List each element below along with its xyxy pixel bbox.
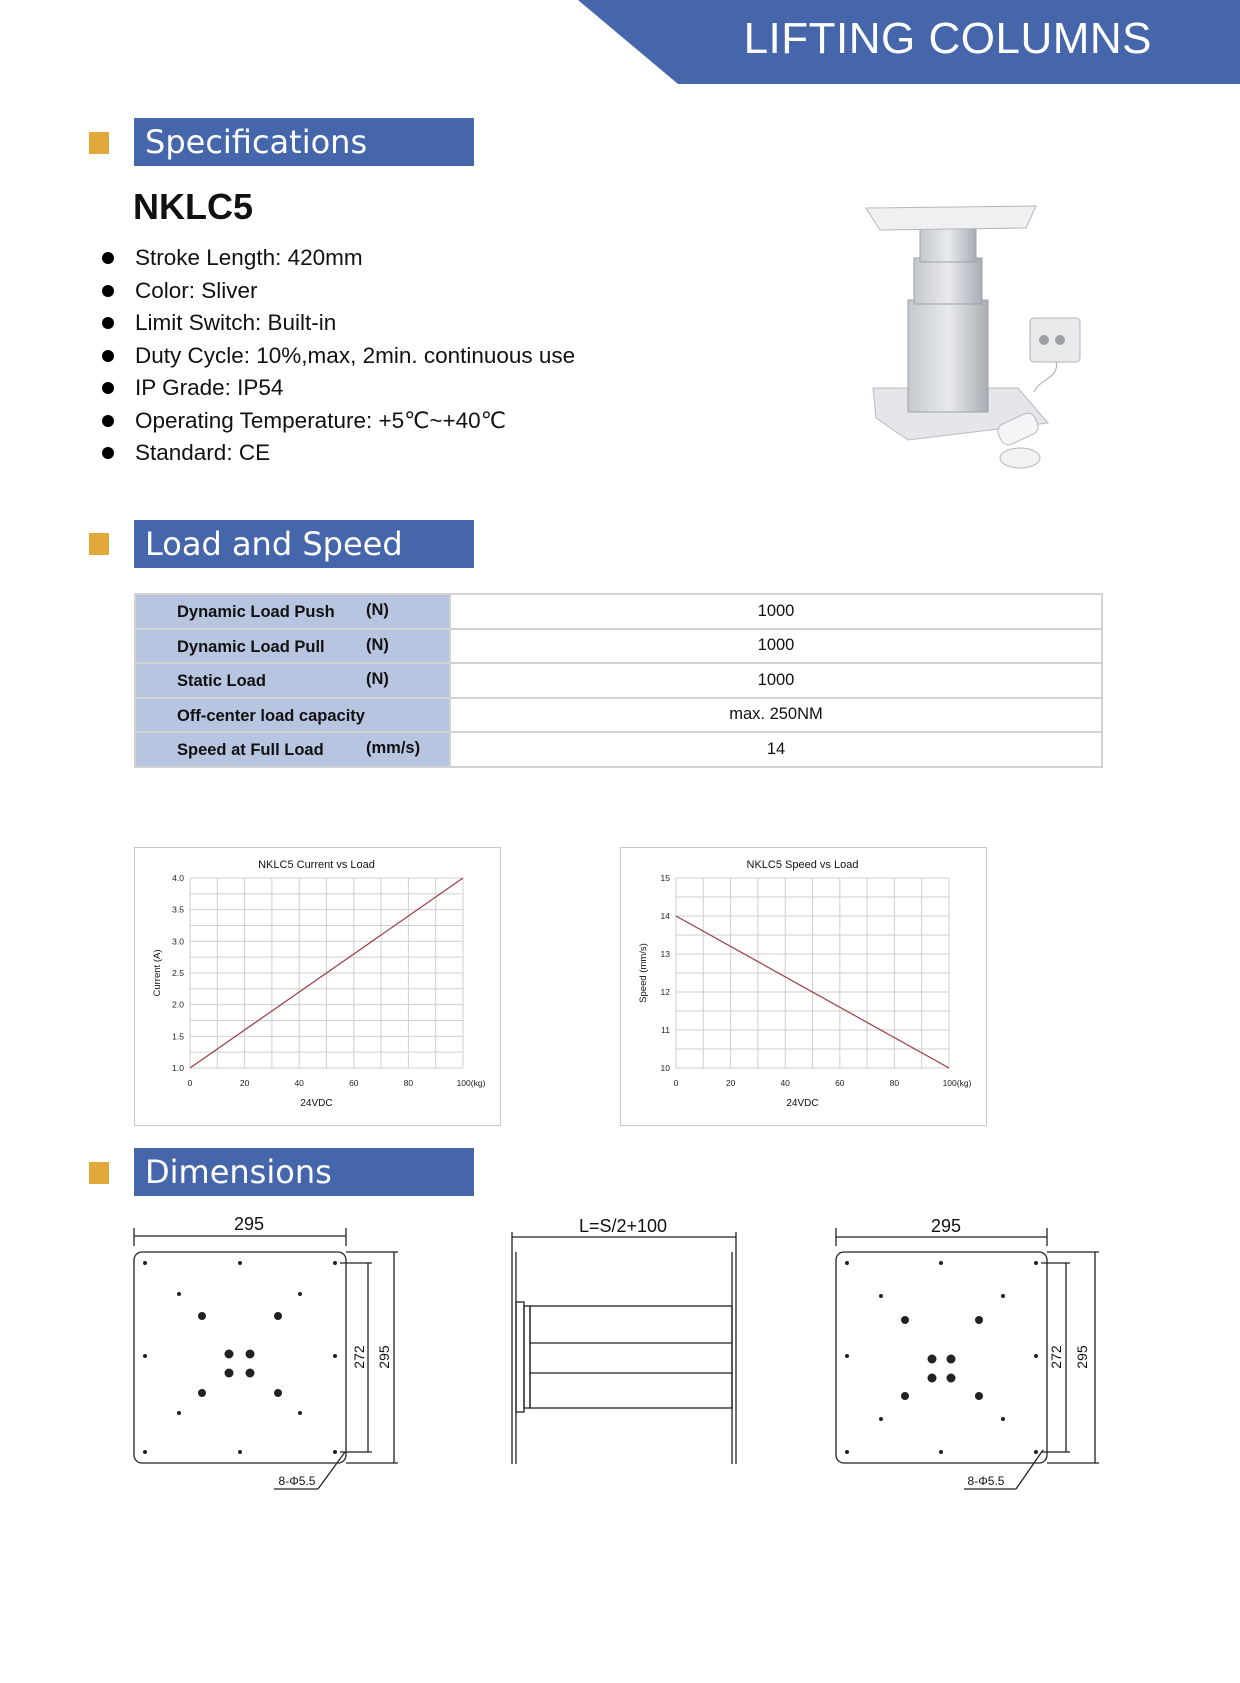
bullet-icon	[102, 285, 114, 297]
bullet-icon	[102, 317, 114, 329]
y-tick-label: 10	[660, 1063, 670, 1073]
left-holes-label: 8-Φ5.5	[278, 1474, 316, 1488]
section-marker	[89, 132, 109, 154]
y-tick-label: 1.0	[172, 1063, 184, 1073]
x-tick-label: 60	[349, 1078, 359, 1088]
bullet-icon	[102, 350, 114, 362]
x-axis-label: 24VDC	[300, 1098, 333, 1109]
current-chart-frame	[134, 847, 501, 1126]
y-tick-label: 3.0	[172, 936, 184, 947]
x-tick-label: 40	[780, 1078, 790, 1088]
model-name: NKLC5	[133, 186, 254, 227]
y-tick-label: 15	[660, 873, 670, 883]
x-tick-label: 20	[725, 1078, 736, 1088]
y-axis-label: Current (A)	[152, 949, 163, 997]
table-row	[135, 698, 1102, 733]
row-value: 1000	[450, 629, 1102, 664]
right-outer-label: 295	[1074, 1345, 1090, 1369]
table-row	[135, 663, 1102, 698]
row-label: Off-center load capacity	[135, 698, 450, 733]
y-tick-label: 1.5	[172, 1031, 184, 1042]
bullet-icon	[102, 382, 114, 394]
spec-item: Standard: CE	[102, 437, 575, 470]
right-width-label: 295	[930, 1216, 962, 1236]
left-plate-drawing	[134, 1228, 398, 1489]
row-label: Dynamic Load Push (N)	[135, 594, 450, 629]
spec-item: Limit Switch: Built-in	[102, 307, 575, 340]
y-tick-label: 2.0	[172, 999, 184, 1010]
section-marker	[89, 533, 109, 555]
spec-item: Stroke Length: 420mm	[102, 242, 575, 275]
x-tick-label: 60	[835, 1078, 845, 1088]
y-tick-label: 3.5	[172, 904, 184, 915]
x-tick-label: 40	[294, 1078, 304, 1088]
table-row	[135, 594, 1102, 629]
x-tick-label: 0	[673, 1078, 679, 1088]
section-marker	[89, 1162, 109, 1184]
bullet-icon	[102, 252, 114, 264]
y-axis-label: Speed (mm/s)	[638, 943, 649, 1003]
table-row	[135, 732, 1102, 767]
y-tick-label: 14	[660, 911, 670, 921]
left-width-label: 295	[233, 1214, 265, 1234]
x-tick-label: 100(kg)	[456, 1078, 486, 1088]
page-title: LIFTING COLUMNS	[743, 14, 1152, 63]
left-plate-holes	[143, 1261, 337, 1454]
y-tick-label: 2.5	[172, 968, 184, 978]
right-plate-drawing	[836, 1228, 1099, 1489]
y-tick-label: 13	[660, 949, 670, 959]
spec-item: Color: Sliver	[102, 275, 575, 308]
bullet-icon	[102, 447, 114, 459]
side-view-drawing	[512, 1232, 736, 1464]
x-tick-label: 80	[889, 1078, 900, 1088]
left-inner-label: 272	[351, 1345, 367, 1369]
table-row	[135, 629, 1102, 664]
row-value: max. 250NM	[450, 698, 1102, 733]
right-holes-label: 8-Φ5.5	[967, 1474, 1005, 1488]
length-formula-label: L=S/2+100	[578, 1216, 668, 1236]
x-tick-label: 80	[403, 1078, 414, 1088]
right-inner-label: 272	[1048, 1345, 1064, 1369]
y-tick-label: 4.0	[172, 873, 184, 883]
right-plate-holes	[845, 1261, 1038, 1454]
x-axis-label: 24VDC	[786, 1098, 819, 1109]
speed-chart-frame	[620, 847, 987, 1126]
chart-title: NKLC5 Current vs Load	[258, 859, 375, 871]
row-label: Static Load (N)	[135, 663, 450, 698]
spec-item: Operating Temperature: +5℃~+40℃	[102, 405, 575, 438]
product-photo	[798, 168, 1148, 513]
row-value: 14	[450, 732, 1102, 767]
section-title-dimensions: Dimensions	[134, 1148, 474, 1196]
row-label: Speed at Full Load (mm/s)	[135, 732, 450, 767]
y-tick-label: 12	[660, 987, 670, 997]
row-value: 1000	[450, 594, 1102, 629]
chart-title: NKLC5 Speed vs Load	[746, 859, 859, 871]
row-value: 1000	[450, 663, 1102, 698]
x-tick-label: 100(kg)	[942, 1078, 972, 1088]
spec-item: Duty Cycle: 10%,max, 2min. continuous use	[102, 340, 575, 373]
row-label: Dynamic Load Pull (N)	[135, 629, 450, 664]
x-tick-label: 20	[239, 1078, 250, 1088]
x-tick-label: 0	[187, 1078, 193, 1088]
spec-list	[102, 242, 575, 470]
y-tick-label: 11	[661, 1025, 670, 1035]
left-outer-label: 295	[376, 1345, 392, 1369]
section-title-specifications: Specifications	[134, 118, 474, 166]
section-title-load-speed: Load and Speed	[134, 520, 474, 568]
bullet-icon	[102, 415, 114, 427]
load-speed-table	[134, 593, 1103, 768]
spec-item: IP Grade: IP54	[102, 372, 575, 405]
